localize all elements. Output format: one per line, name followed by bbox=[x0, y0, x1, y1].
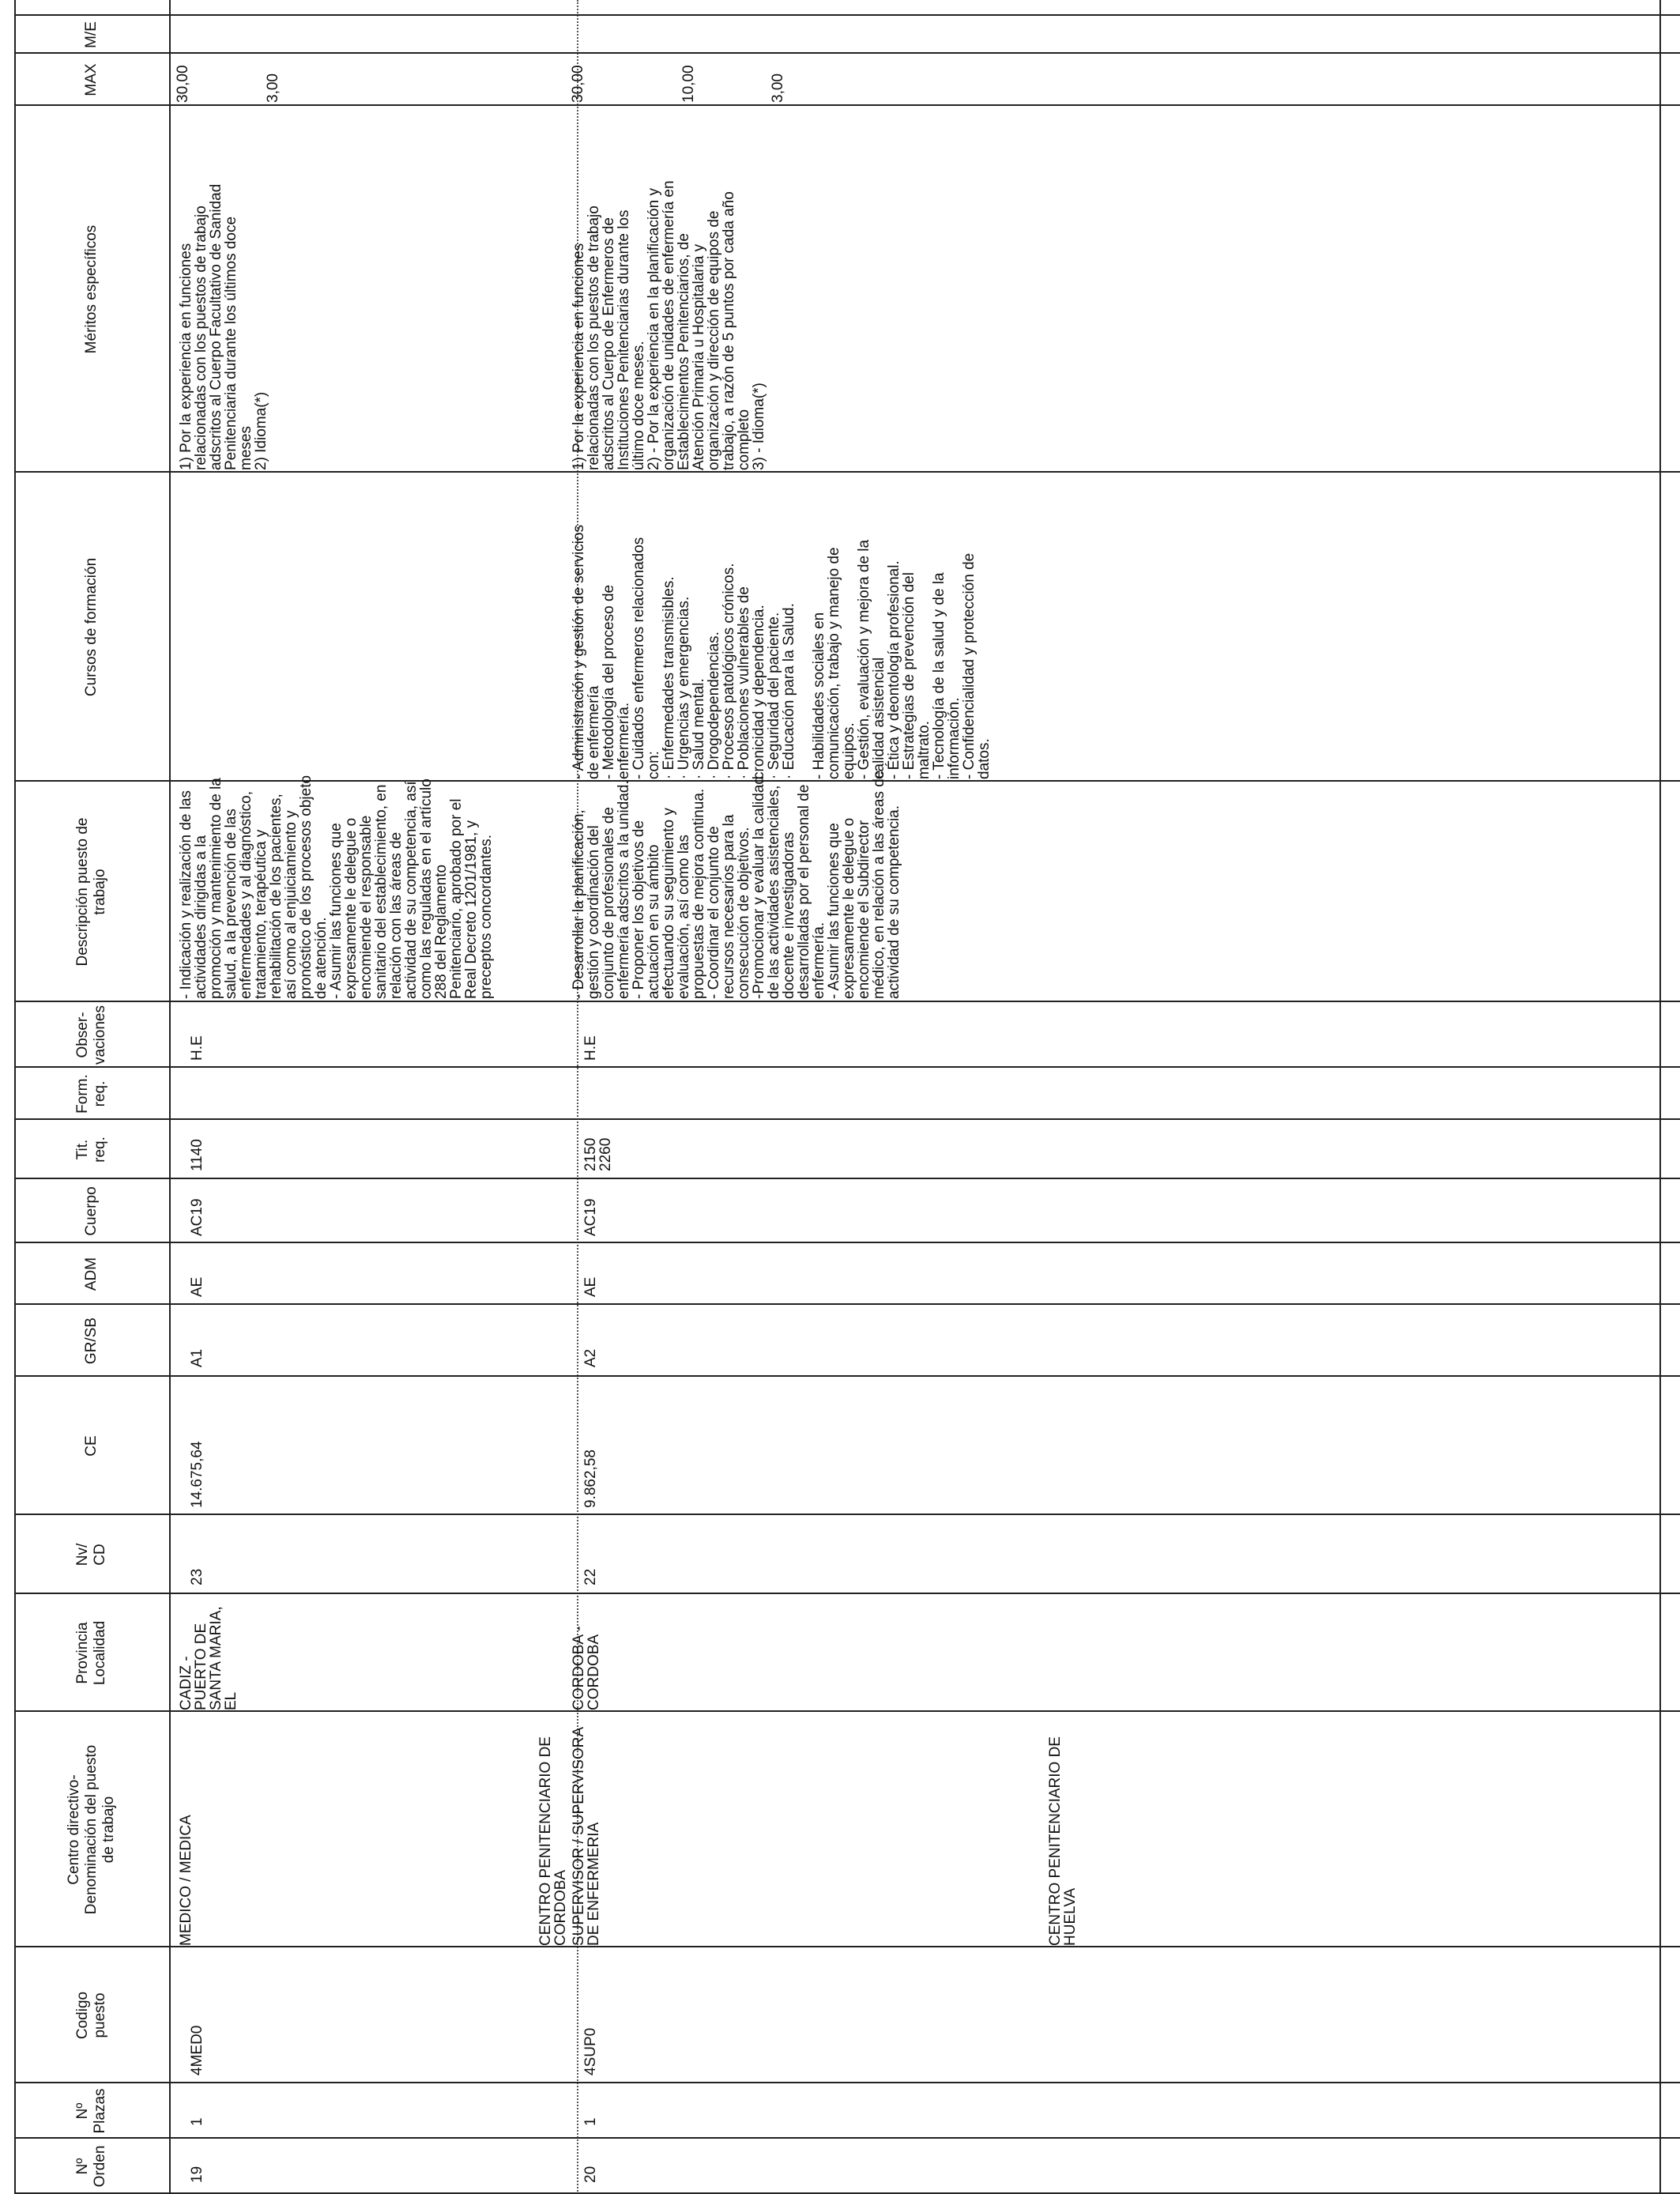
header-adm: ADM bbox=[83, 1257, 100, 1291]
cell-titulacion: 2150 2260 bbox=[582, 1137, 614, 1171]
header-meritos: Méritos específicos bbox=[83, 224, 100, 354]
cell-nivel: 22 bbox=[582, 1568, 599, 1585]
cell-meritos: 1) Por la experiencia en funciones relacionadas con los puestos de trabajo adscritos al Cuerpo de Enfermeros de Instituciones Penitenciarias durante los último doce meses. 2) - Por la experiencia en la planificación y organización de unidades de enfermería en Establecimientos Penitenciarios, de Atención Primaria u Hospitalaria y organización y dirección de equipos de trabajo, a razón de 5 puntos por cada año completo 3) - Idioma(*) bbox=[571, 180, 767, 470]
header-max: MAX bbox=[83, 63, 100, 96]
cell-max-3: 3,00 bbox=[770, 74, 786, 103]
cell-adm: AE bbox=[582, 1276, 599, 1297]
cell-ce: 14.675,64 bbox=[189, 1441, 205, 1508]
header-titulacion: Tit. req. bbox=[74, 1137, 108, 1163]
header-centro: Centro directivo- Denominación del puesto de trabajo bbox=[66, 1744, 117, 1915]
cell-meritos: 1) Por la experiencia en funciones relacionadas con los puestos de trabajo adscritos al Cuerpo Facultativo de Sanidad Penitenciaria durante los últimos doce meses 2) Idioma(*) bbox=[178, 183, 269, 470]
cell-cursos: - Administración y gestión de servicios de enfermería - Metodología del proceso de enfermería. - Cuidados enfermeros relacionados con: · Enfermedades transmisibles. · Urgencias y emergencias. · Salud mental. · Drogodependencias. · Procesos patológicos crónicos. · Poblaciones vulnerables de cronicidad y dependencia. · Seguridad del paciente. · Educación para la Salud. - Habilidades sociales en comunicación, trabajo y manejo de equipos. - Gestión, evaluación y mejora de la calidad asistencial - Ética y deontología profesional. - Estrategias de prevención del maltrato. - Tecnología de la salud y de la información. - Confidencialidad y protección de datos. bbox=[571, 524, 993, 779]
header-nivel: Nv/ CD bbox=[74, 1543, 108, 1566]
cell-nivel: 23 bbox=[189, 1568, 205, 1585]
header-grupo: GR/SB bbox=[83, 1317, 100, 1365]
cell-plazas: 1 bbox=[189, 2117, 205, 2126]
header-codigo: Codigo puesto bbox=[74, 1991, 108, 2040]
cell-grupo: A1 bbox=[189, 1348, 205, 1367]
group-title-cordoba: CENTRO PENITENCIARIO DE CORDOBA bbox=[537, 1736, 569, 1946]
header-ce: CE bbox=[83, 1435, 100, 1457]
header-descripcion: Descripción puesto de trabajo bbox=[74, 817, 108, 967]
cell-orden: 19 bbox=[189, 2166, 205, 2183]
header-observaciones: Obser- vaciones bbox=[74, 1005, 108, 1065]
cell-ce: 9.862,58 bbox=[582, 1449, 599, 1508]
cell-max-1: 30,00 bbox=[570, 65, 586, 103]
cell-descripcion: - Desarrollar la planificación, gestión y coordinación del conjunto de profesionales de enfermería adscritos a la unidad. - Proponer los objetivos de actuación en su ámbito efectuando su seguimiento y evaluación, así como las propuestas de mejora continua. - Coordinar el conjunto de recursos necesarios para la consecución de objetivos. -Promocionar y evaluar la calidad de las actividades asistenciales, docente e investigadoras desarrolladas por el personal de enfermería. - Asumir las funciones que expresamente le delegue o encomiende el Subdirector médico, en relación a las áreas de actividad de su competencia. bbox=[571, 770, 902, 999]
cell-max-1: 30,00 bbox=[175, 65, 191, 103]
cell-observaciones: H.E bbox=[582, 1035, 599, 1061]
cell-provincia: CORDOBA - CORDOBA bbox=[571, 1626, 602, 1710]
cell-codigo: 4SUP0 bbox=[582, 2027, 599, 2075]
cell-descripcion: - Indicación y realización de las actividades dirigidas a la promoción y mantenimiento de la salud, a la prevención de las enfermedades y al diagnóstico, tratamiento, terapéutica y rehabilitación de los pacientes, así como al enjuiciamiento y pronóstico de los procesos objeto de atención. - Asumir las funciones que expresamente le delegue o encomiende el responsable sanitario del establecimiento, en relación con las áreas de actividad de su competencia, así como las reguladas en el artículo 288 del Reglamento Penitenciario, aprobado por el Real Decreto 1201/1981, y preceptos concordantes. bbox=[178, 775, 495, 999]
cell-max-2: 10,00 bbox=[680, 65, 697, 103]
cell-centro: SUPERVISOR / SUPERVISORA DE ENFERMERIA bbox=[571, 1727, 602, 1946]
cell-orden: 20 bbox=[582, 2166, 599, 2183]
cell-cuerpo: AC19 bbox=[582, 1198, 599, 1236]
table-bottom-border bbox=[1659, 0, 1661, 2194]
cell-observaciones: H.E bbox=[189, 1035, 205, 1061]
header-cursos: Cursos de formación bbox=[83, 557, 100, 697]
header-plazas: Nº Plazas bbox=[74, 2088, 108, 2134]
header-me: M/E bbox=[83, 21, 100, 48]
header-cuerpo: Cuerpo bbox=[83, 1186, 100, 1236]
cell-provincia: CADIZ - PUERTO DE SANTA MARIA, EL bbox=[178, 1606, 239, 1710]
header-orden: Nº Orden bbox=[74, 2145, 108, 2188]
cell-plazas: 1 bbox=[582, 2117, 599, 2126]
cell-max-2: 3,00 bbox=[265, 74, 281, 103]
group-title-huelva: CENTRO PENITENCIARIO DE HUELVA bbox=[1047, 1736, 1079, 1946]
cell-centro: MEDICO / MEDICA bbox=[178, 1815, 194, 1946]
header-provincia: Provincia Localidad bbox=[74, 1620, 108, 1686]
cell-titulacion: 1140 bbox=[189, 1139, 205, 1171]
cell-cuerpo: AC19 bbox=[189, 1198, 205, 1236]
header-formacion: Form. req. bbox=[74, 1074, 108, 1114]
cell-adm: AE bbox=[189, 1276, 205, 1297]
cell-grupo: A2 bbox=[582, 1348, 599, 1367]
header-bottom-border bbox=[169, 0, 171, 2194]
cell-codigo: 4MED0 bbox=[189, 2025, 205, 2075]
